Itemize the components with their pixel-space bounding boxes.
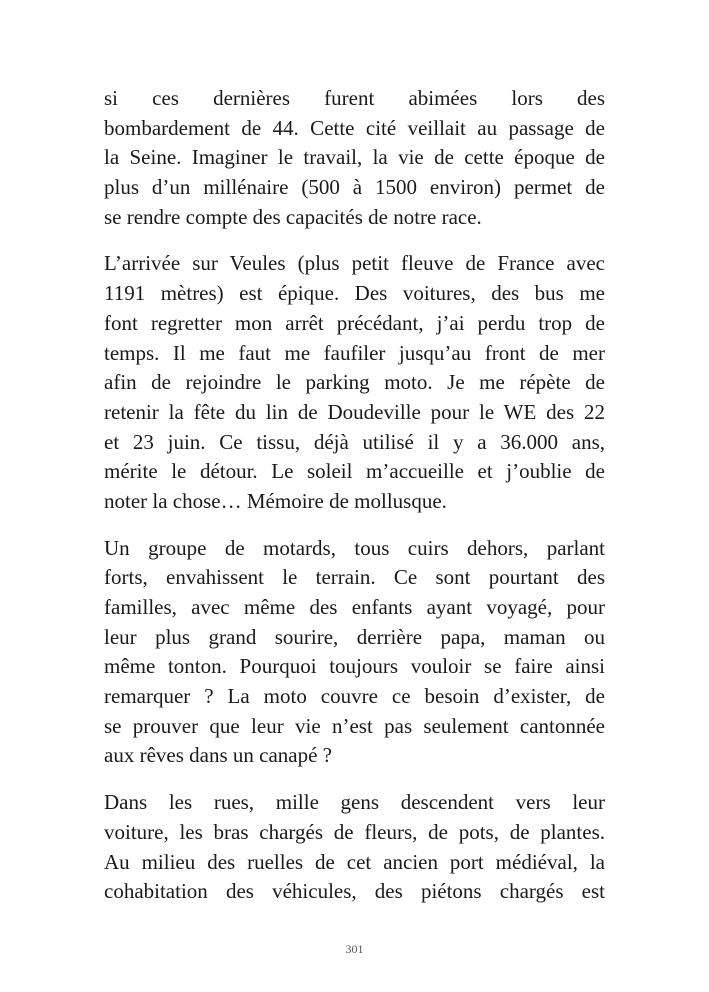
text-line: noter la chose… Mémoire de mollusque. bbox=[104, 488, 447, 513]
text-line: temps. Il me faut me faufiler jusqu’au front de mer bbox=[104, 340, 605, 365]
page-body bbox=[104, 84, 605, 924]
paragraph-3 bbox=[104, 534, 605, 772]
text-line: si ces dernières furent abimées lors des bbox=[104, 86, 605, 110]
text-line: la Seine. Imaginer le travail, la vie de cette époque de bbox=[104, 145, 605, 170]
paragraph-1 bbox=[104, 84, 605, 232]
text-line: bombardement de 44. Cette cité veillait au passage de bbox=[104, 115, 605, 140]
text-line: remarquer ? La moto couvre ce besoin d’exister, de bbox=[104, 684, 605, 709]
text-line: se rendre compte des capacités de notre race. bbox=[104, 204, 482, 229]
text-line: mérite le détour. Le soleil m’accueille et j’oublie de bbox=[104, 459, 605, 484]
text-line: se prouver que leur vie n’est pas seulement cantonnée bbox=[104, 713, 605, 738]
text-line: leur plus grand sourire, derrière papa, maman ou bbox=[104, 624, 605, 649]
text-line: Dans les rues, mille gens descendent vers leur bbox=[104, 790, 605, 815]
text-line: 1191 mètres) est épique. Des voitures, des bus me bbox=[104, 281, 605, 306]
text-line: même tonton. Pourquoi toujours vouloir se faire ainsi bbox=[104, 654, 605, 679]
text-line: Au milieu des ruelles de cet ancien port médiéval, la bbox=[104, 849, 605, 874]
text-line: afin de rejoindre le parking moto. Je me répète de bbox=[104, 370, 605, 395]
text-line: forts, envahissent le terrain. Ce sont pourtant des bbox=[104, 565, 605, 590]
text-line: retenir la fête du lin de Doudeville pour le WE des 22 bbox=[104, 399, 605, 424]
paragraph-2 bbox=[104, 249, 605, 516]
text-line: font regretter mon arrêt précédant, j’ai perdu trop de bbox=[104, 310, 605, 335]
text-line: familles, avec même des enfants ayant voyagé, pour bbox=[104, 595, 605, 619]
text-line: L’arrivée sur Veules (plus petit fleuve de France avec bbox=[104, 251, 605, 276]
text-line: voiture, les bras chargés de fleurs, de pots, de plantes. bbox=[104, 819, 605, 844]
text-line: aux rêves dans un canapé ? bbox=[104, 743, 332, 768]
paragraph-4 bbox=[104, 788, 605, 907]
text-line: Un groupe de motards, tous cuirs dehors, parlant bbox=[104, 535, 605, 560]
text-line: plus d’un millénaire (500 à 1500 environ) permet de bbox=[104, 175, 605, 200]
text-line: et 23 juin. Ce tissu, déjà utilisé il y a 36.000 ans, bbox=[104, 429, 605, 454]
page-number: 301 bbox=[345, 942, 364, 956]
text-line: cohabitation des véhicules, des piétons chargés est bbox=[104, 879, 605, 904]
